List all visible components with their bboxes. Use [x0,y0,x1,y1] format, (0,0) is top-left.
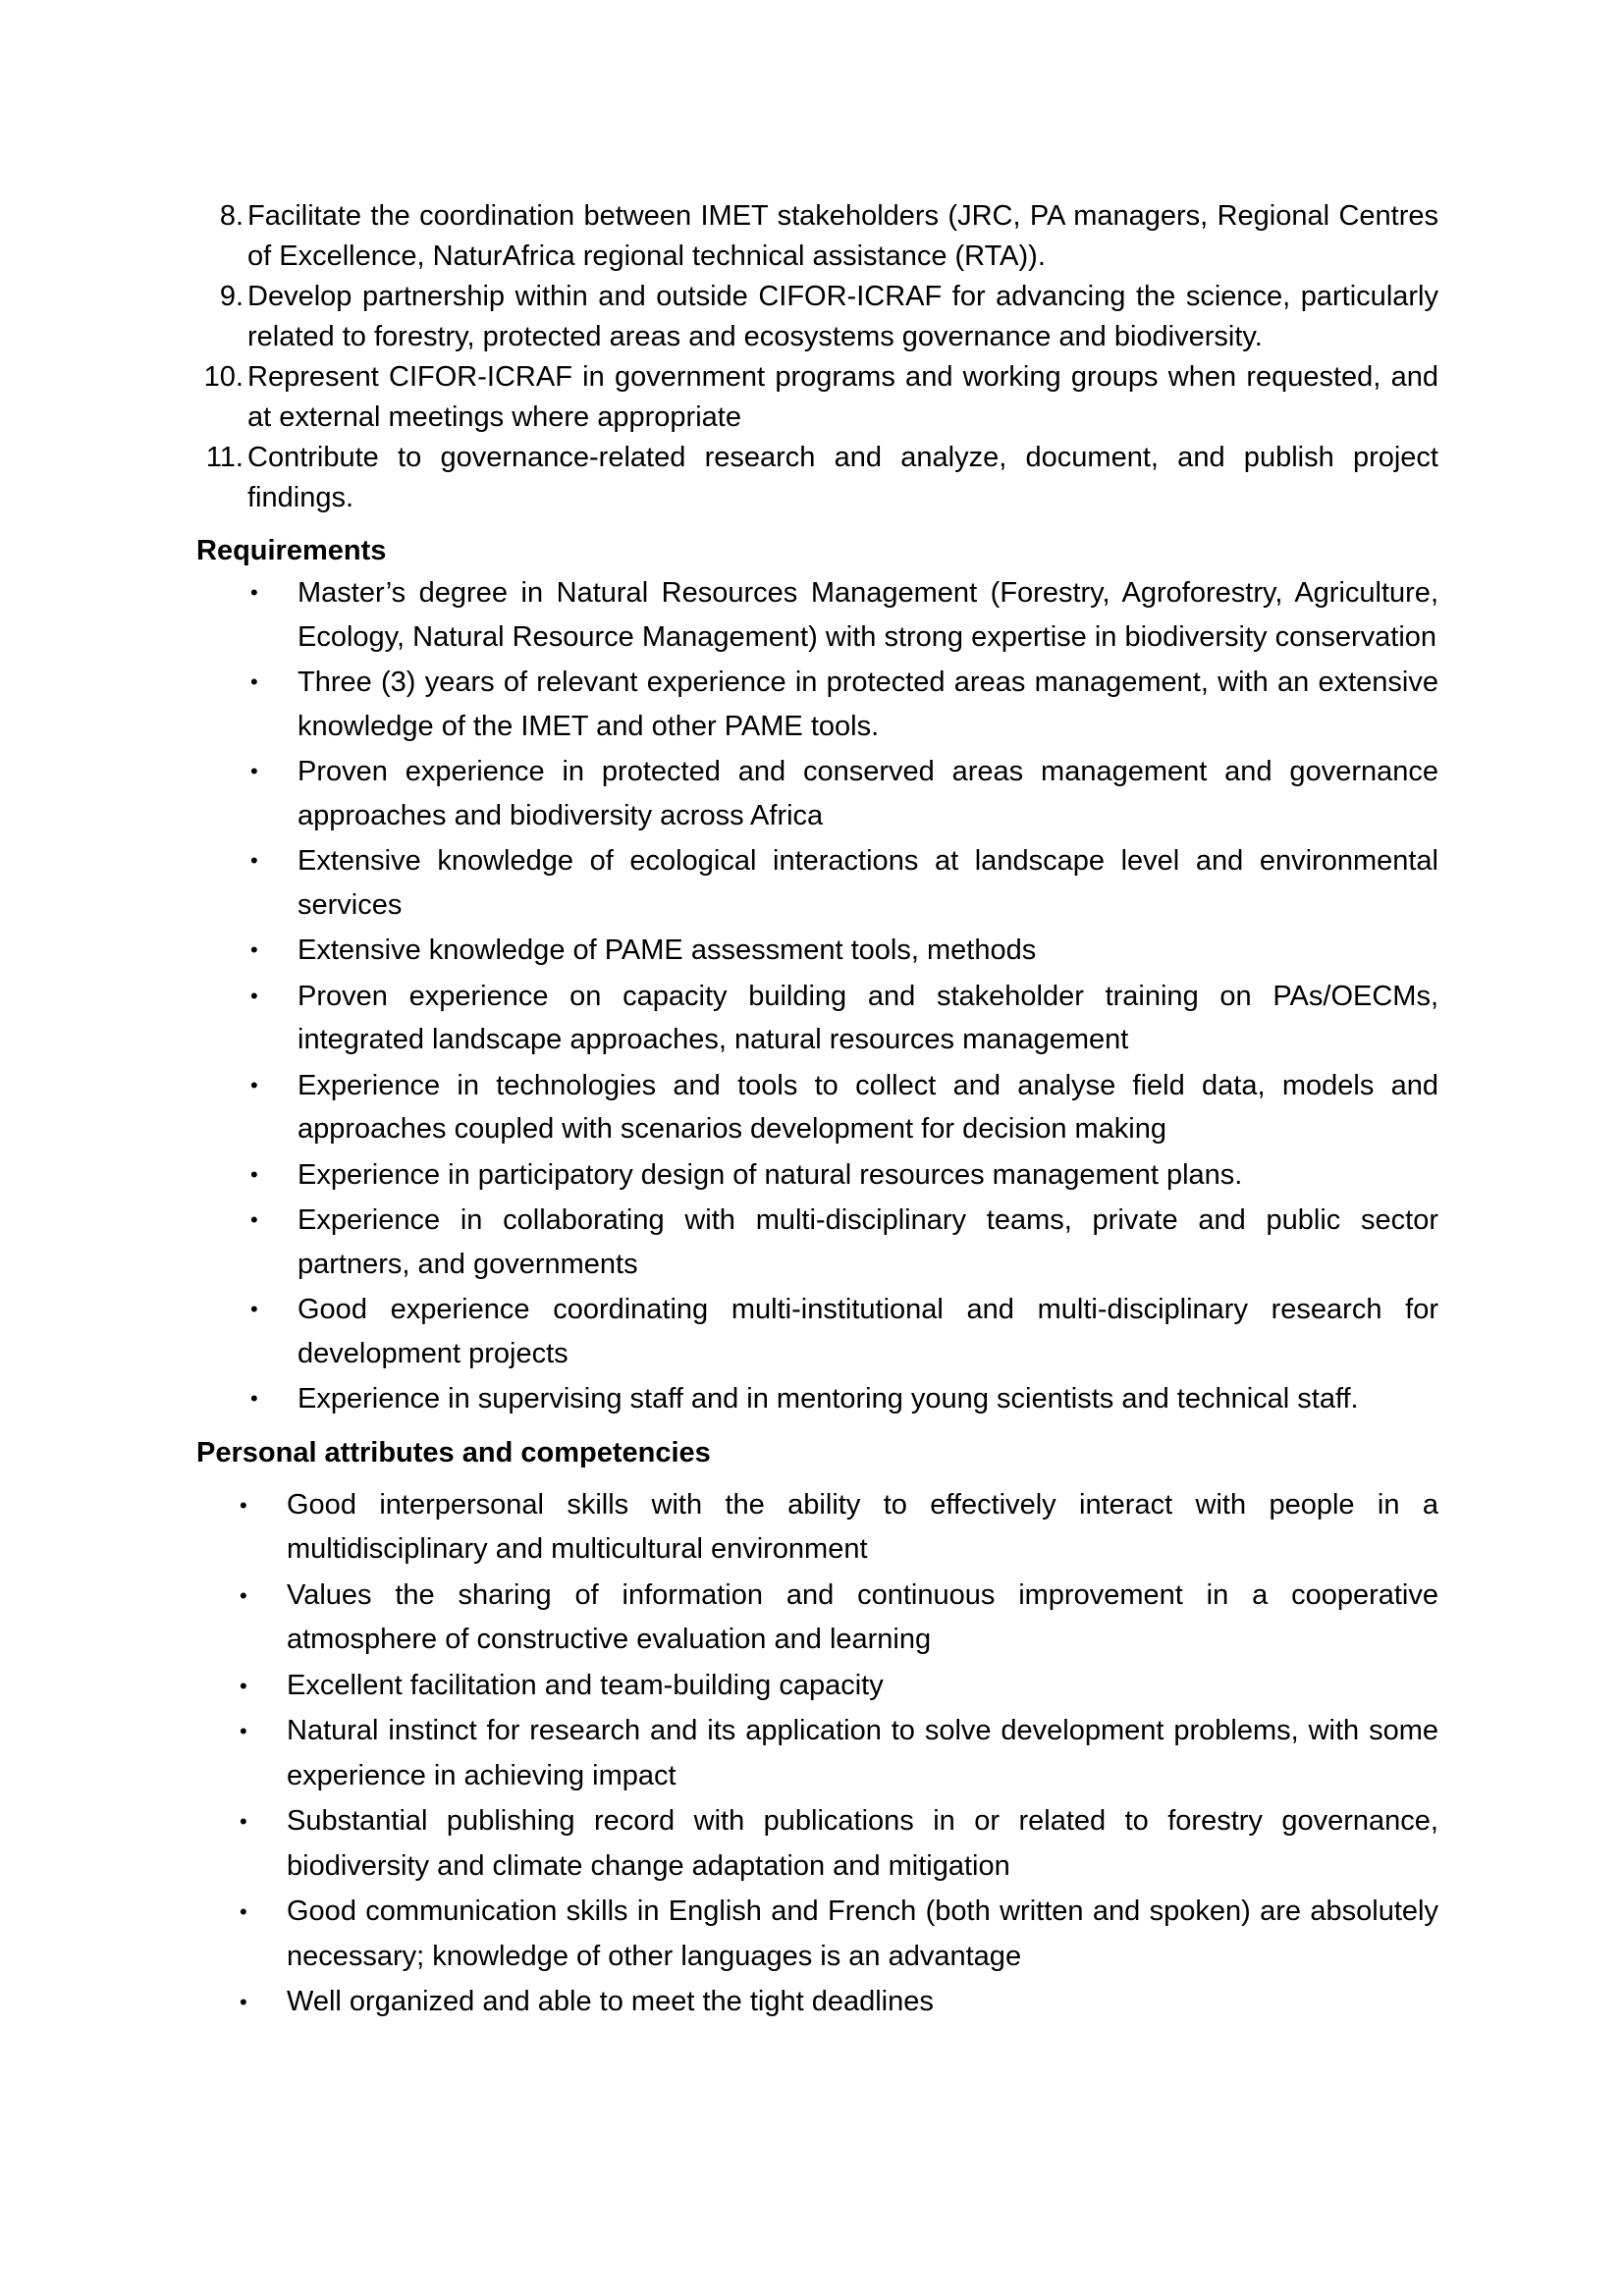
attribute-item [196,1980,1438,2025]
attribute-item [196,1574,1438,1663]
requirements-list [196,571,1438,1421]
attribute-text: Good communication skills in English and French (both written and spoken) are absolutely necessary; knowledge of other languages is an advantage [287,1896,1438,1972]
bullet-icon: • [250,1386,258,1411]
requirement-item [196,1064,1438,1151]
attribute-item [196,1483,1438,1573]
attribute-item [196,1799,1438,1889]
attribute-text: Excellent facilitation and team-building capacity [287,1669,884,1701]
bullet-icon: • [250,1161,258,1187]
item-number: 11. [205,442,244,473]
requirement-text: Master’s degree in Natural Resources Management (Forestry, Agroforestry, Agriculture, Ecology, Natural Resource Management) with strong expertise in biodiversity conservation [298,577,1438,653]
requirement-item [196,1199,1438,1286]
requirement-item [196,1153,1438,1198]
requirement-item [196,1288,1438,1375]
numbered-item-11 [196,438,1438,518]
item-text: Develop partnership within and outside CIFOR-ICRAF for advancing the science, particularly related to forestry, protected areas and ecosystems governance and biodiversity. [247,281,1438,352]
personal-attributes-heading: Personal attributes and competencies [196,1436,711,1468]
document-page [196,196,1438,2026]
item-text: Contribute to governance-related research and analyze, document, and publish project findings. [247,442,1438,513]
requirement-text: Extensive knowledge of ecological interactions at landscape level and environmental services [298,845,1438,921]
bullet-icon: • [250,1072,258,1097]
bullet-icon: • [250,669,258,694]
requirement-item [196,975,1438,1062]
requirement-text: Experience in technologies and tools to collect and analyse field data, models and approaches coupled with scenarios development for decision making [298,1069,1438,1145]
requirement-item [196,929,1438,973]
item-text: Facilitate the coordination between IMET stakeholders (JRC, PA managers, Regional Centres of Excellence, NaturAfrica regional technical assistance (RTA)). [247,200,1438,272]
requirement-text: Good experience coordinating multi-institutional and multi-disciplinary research for development projects [298,1294,1438,1369]
attribute-item [196,1709,1438,1798]
item-number: 8. [219,200,244,232]
numbered-item-10 [196,357,1438,438]
item-number: 10. [203,361,244,393]
attribute-item [196,1890,1438,1979]
attribute-text: Well organized and able to meet the tight deadlines [287,1986,934,2017]
requirement-item [196,750,1438,837]
requirement-text: Experience in supervising staff and in mentoring young scientists and technical staff. [298,1383,1359,1415]
requirement-item [196,571,1438,659]
attribute-text: Substantial publishing record with publications in or related to forestry governance, biodiversity and climate change adaptation and mitigation [287,1805,1438,1882]
attribute-item [196,1664,1438,1709]
attribute-text: Natural instinct for research and its application to solve development problems, with some experience in achieving impact [287,1715,1438,1791]
bullet-icon: • [240,1990,247,2014]
numbered-item-8 [196,196,1438,277]
bullet-icon: • [250,983,258,1008]
bullet-icon: • [250,848,258,873]
bullet-icon: • [250,580,258,605]
attribute-text: Good interpersonal skills with the ability to effectively interact with people in a multidisciplinary and multicultural environment [287,1488,1438,1565]
bullet-icon: • [240,1899,247,1924]
bullet-icon: • [240,1673,247,1698]
bullet-icon: • [250,1207,258,1232]
item-text: Represent CIFOR-ICRAF in government programs and working groups when requested, and at external meetings where appropriate [247,361,1438,433]
attribute-text: Values the sharing of information and continuous improvement in a cooperative atmosphere of constructive evaluation and learning [287,1578,1438,1655]
bullet-icon: • [250,759,258,783]
numbered-list [196,196,1438,518]
requirement-text: Extensive knowledge of PAME assessment tools, methods [298,934,1037,966]
bullet-icon: • [240,1492,247,1518]
requirement-item [196,1377,1438,1421]
requirement-item [196,661,1438,748]
requirement-item [196,839,1438,927]
requirements-heading: Requirements [196,535,387,566]
bullet-icon: • [250,937,258,962]
requirement-text: Three (3) years of relevant experience in protected areas management, with an extensive knowledge of the IMET and other PAME tools. [298,667,1438,742]
requirement-text: Proven experience on capacity building and stakeholder training on PAs/OECMs, integrated landscape approaches, natural resources management [298,980,1438,1055]
bullet-icon: • [240,1719,247,1743]
requirement-text: Experience in collaborating with multi-disciplinary teams, private and public sector partners, and governments [298,1204,1438,1280]
bullet-icon: • [240,1582,247,1608]
requirement-text: Proven experience in protected and conserved areas management and governance approaches and biodiversity across Africa [298,756,1438,831]
requirement-text: Experience in participatory design of natural resources management plans. [298,1158,1243,1191]
numbered-item-9 [196,277,1438,357]
bullet-icon: • [250,1297,258,1321]
item-number: 9. [219,281,244,312]
bullet-icon: • [240,1809,247,1834]
personal-attributes-list [196,1483,1438,2025]
